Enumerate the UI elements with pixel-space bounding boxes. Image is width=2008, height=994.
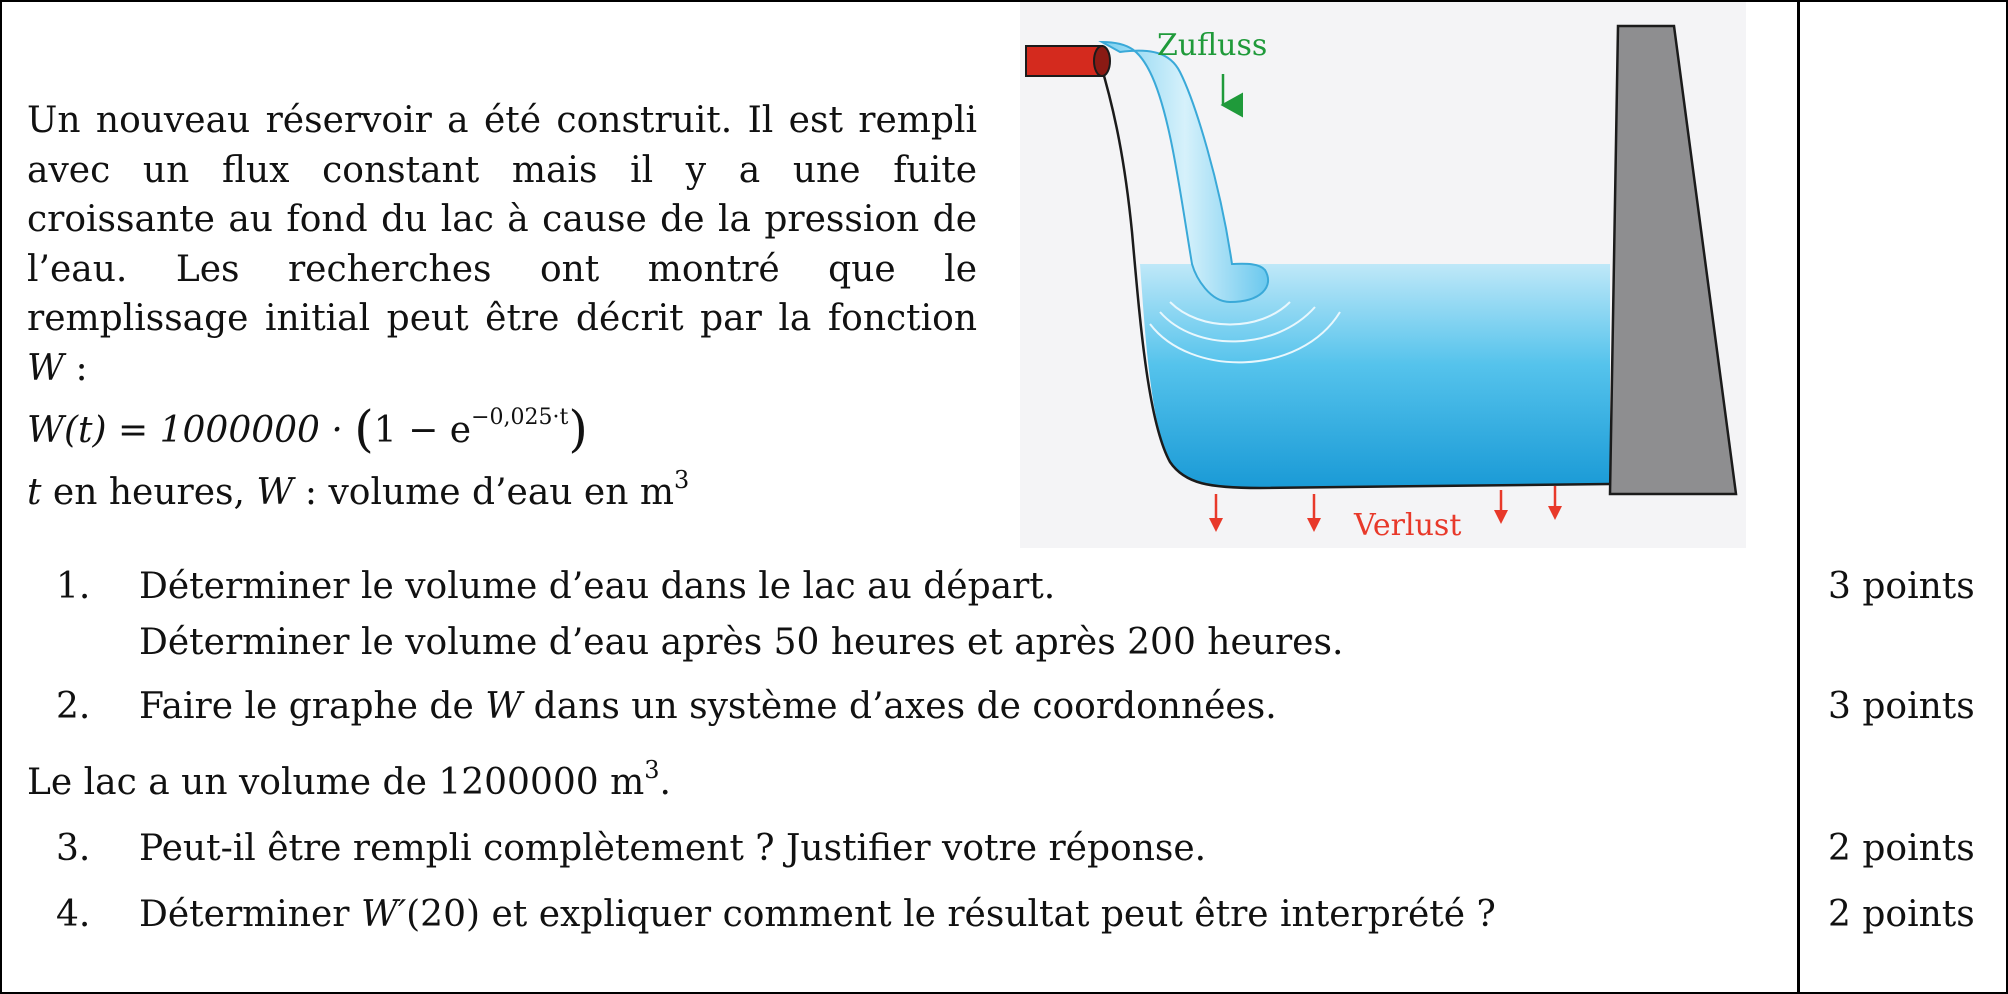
- points-column-divider: [1797, 0, 1800, 994]
- formula-exponent: −0,025·t: [471, 405, 569, 430]
- reservoir-illustration: [1020, 2, 1746, 548]
- units-w: W: [256, 471, 294, 513]
- units-t: t: [27, 471, 42, 513]
- question-var: W: [485, 686, 523, 727]
- question-text: [139, 894, 1496, 935]
- units-w-text: : volume d’eau en m: [293, 471, 674, 513]
- question-text-before: Déterminer: [139, 894, 361, 935]
- question-3-points: 2 points: [1828, 828, 1975, 869]
- formula: [27, 393, 977, 456]
- intro-text: Un nouveau réservoir a été construit. Il est rempli avec un flux constant mais il y a une fuite croissante au fond du lac à cause de la pression de l’eau. Les recherches ont montré que le remplissage initial peut être décrit par la fonction: [27, 100, 977, 339]
- formula-open-paren: (: [354, 400, 374, 458]
- units-line: [27, 456, 977, 518]
- question-text: Déterminer le volume d’eau dans le lac au départ.: [139, 566, 1056, 607]
- lake-statement-end: .: [659, 762, 671, 803]
- function-name: W: [27, 347, 65, 389]
- lake-statement-exponent: 3: [644, 756, 660, 784]
- units-t-text: en heures,: [41, 471, 257, 513]
- question-text-after: dans un système d’axes de coordonnées.: [522, 686, 1277, 727]
- question-number: 4.: [56, 894, 91, 935]
- pipe-icon: [1026, 46, 1110, 76]
- question-number: 1.: [56, 566, 91, 607]
- units-exponent: 3: [674, 465, 690, 494]
- question-text: [139, 686, 1277, 727]
- question-1-points: 3 points: [1828, 566, 1975, 607]
- formula-inner: 1 − e: [373, 410, 472, 451]
- question-var: W′: [360, 894, 407, 935]
- outflow-label: Verlust: [1354, 508, 1462, 543]
- question-4-points: 2 points: [1828, 894, 1975, 935]
- question-2-points: 3 points: [1828, 686, 1975, 727]
- question-number: 3.: [56, 828, 91, 869]
- question-number: 2.: [56, 686, 91, 727]
- formula-lhs: W(t) = 1000000 ·: [27, 410, 355, 451]
- question-text: Peut-il être rempli complètement ? Justifier votre réponse.: [139, 828, 1207, 869]
- intro-paragraph: [27, 96, 977, 517]
- question-text-before: Faire le graphe de: [139, 686, 486, 727]
- question-text: Déterminer le volume d’eau après 50 heures et après 200 heures.: [139, 622, 1344, 663]
- formula-close-paren: ): [568, 400, 588, 458]
- question-text-after: (20) et expliquer comment le résultat peut être interprété ?: [406, 894, 1496, 935]
- lake-statement-text: Le lac a un volume de 1200000 m: [27, 762, 645, 803]
- inflow-label: Zufluss: [1157, 28, 1268, 63]
- intro-colon: :: [75, 347, 88, 389]
- lake-volume-statement: [27, 756, 671, 803]
- lake-water: [1140, 264, 1610, 488]
